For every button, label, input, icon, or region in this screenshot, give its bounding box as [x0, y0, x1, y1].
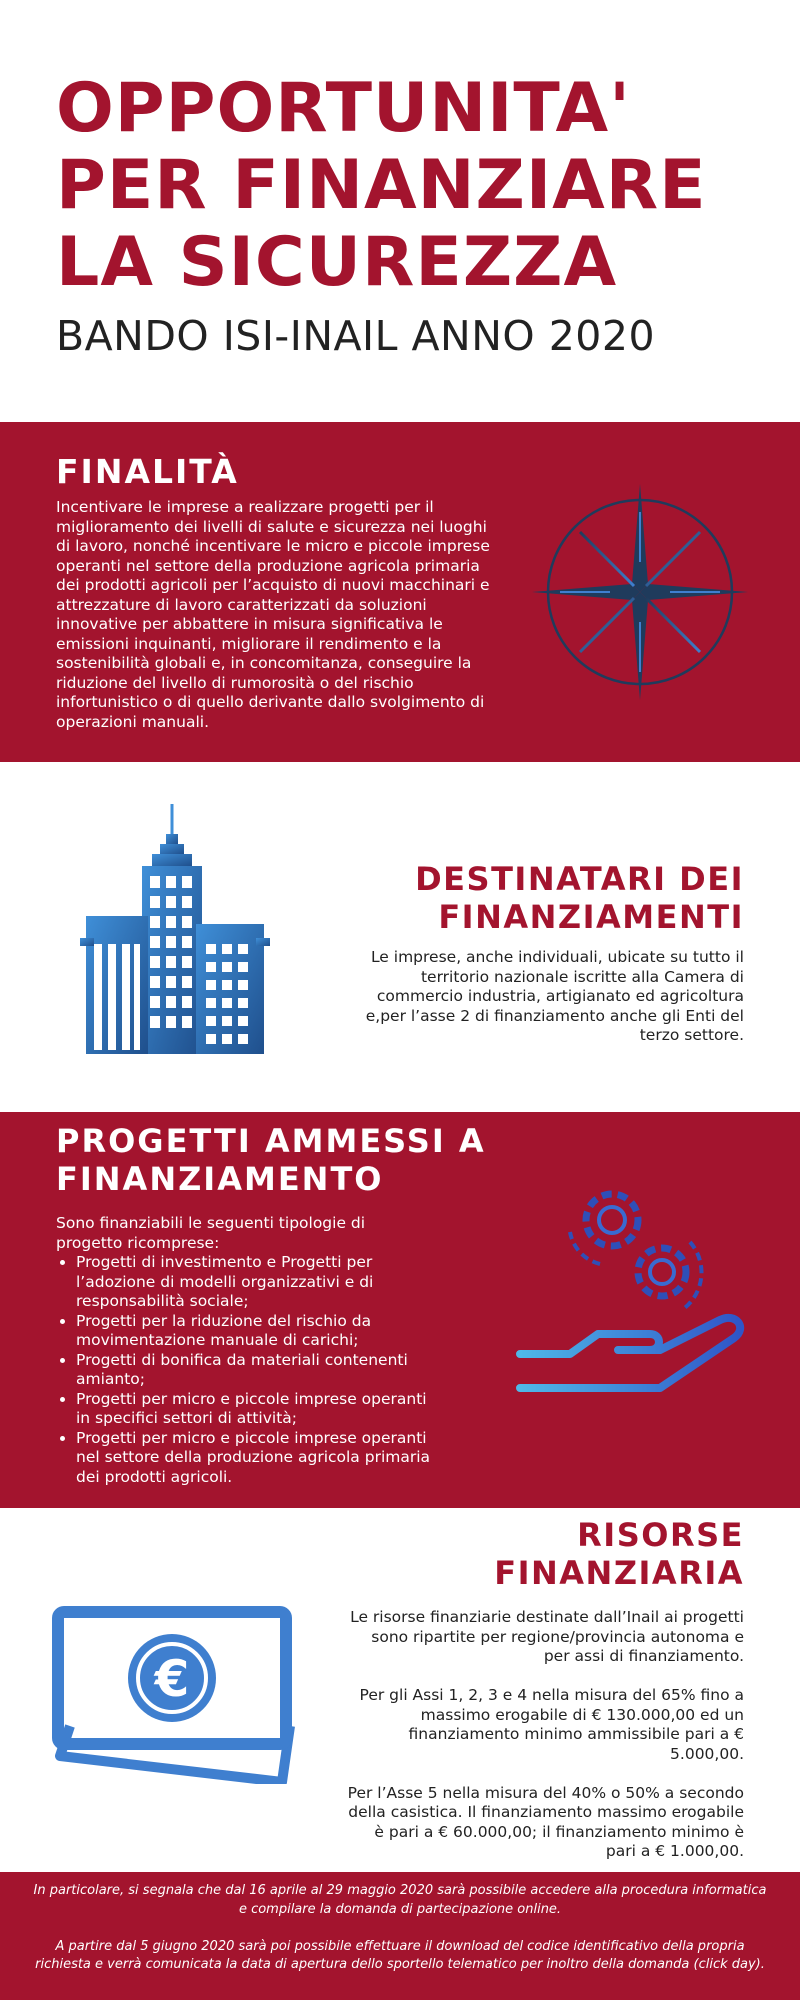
- heading-line: DESTINATARI DEI: [415, 860, 744, 898]
- risorse-text: [344, 1608, 744, 1881]
- risorse-paragraph: Per l’Asse 5 nella misura del 40% o 50% a secondo della casistica. Il finanziamento massimo erogabile è pari a € 60.000,00; il finanziamento minimo è pari a € 1.000,00.: [347, 1783, 744, 1860]
- hand-gears-icon: [510, 1182, 770, 1442]
- destinatari-heading: [324, 860, 744, 936]
- progetti-list: [76, 1253, 436, 1487]
- progetti-heading: [56, 1122, 576, 1198]
- list-item: • Progetti per micro e piccole imprese operanti in specifici settori di attività;: [76, 1390, 436, 1429]
- section-destinatari: [0, 762, 800, 1112]
- compass-icon: [530, 482, 750, 702]
- heading-line: FINANZIAMENTI: [438, 898, 744, 936]
- footer-text: [30, 1882, 770, 1993]
- list-item: • Progetti di investimento e Progetti per l’adozione di modelli organizzativi e di responsabilità sociale;: [76, 1253, 436, 1312]
- list-item: • Progetti per la riduzione del rischio da movimentazione manuale di carichi;: [76, 1312, 436, 1351]
- page-subtitle: BANDO ISI-INAIL ANNO 2020: [56, 312, 656, 360]
- progetti-text: [56, 1214, 436, 1487]
- risorse-paragraph: Per gli Assi 1, 2, 3 e 4 nella misura del 65% fino a massimo erogabile di € 130.000,00 ed un finanziamento minimo ammissibile pari a € 5.000,00.: [359, 1686, 744, 1763]
- heading-line: RISORSE: [577, 1516, 744, 1554]
- finalita-text: Incentivare le imprese a realizzare progetti per il miglioramento dei livelli di salute e sicurezza nei luoghi di lavoro, nonché incentivare le micro e piccole imprese operanti nel settore della produzione agricola primaria dei prodotti agricoli per l’acquisto di nuovi macchinari e attrezzature di lavoro caratterizzati da soluzioni innovative per abbattere in misura significativa le emissioni inquinanti, migliorare il rendimento e la sostenibilità globali e, in concomitanza, conseguire la riduzione del livello di rumorosità o del rischio infortunistico o di quello derivante dallo svolgimento di operazioni manuali.: [56, 498, 490, 731]
- section-risorse: [0, 1508, 800, 1872]
- footer-paragraph: A partire dal 5 giugno 2020 sarà poi possibile effettuare il download del codice identificativo della propria richiesta e verrà comunicata la data di apertura dello sportello telematico per inoltro della domanda (click day).: [35, 1938, 765, 1972]
- euro-symbol: €: [154, 1650, 190, 1708]
- list-item: • Progetti di bonifica da materiali contenenti amianto;: [76, 1351, 436, 1390]
- section-finalita: [0, 422, 800, 762]
- section-footer: [0, 1872, 800, 2000]
- risorse-heading: [324, 1516, 744, 1592]
- finalita-heading: FINALITÀ: [56, 452, 239, 491]
- risorse-paragraph: Le risorse finanziarie destinate dall’Inail ai progetti sono ripartite per regione/provincia autonoma e per assi di finanziamento.: [350, 1608, 744, 1665]
- list-item: • Progetti per micro e piccole imprese operanti nel settore della produzione agricola primaria dei prodotti agricoli.: [76, 1429, 436, 1488]
- page-title: [56, 70, 776, 301]
- heading-line: PROGETTI AMMESSI A: [56, 1122, 486, 1160]
- title-line: OPPORTUNITA': [56, 69, 631, 148]
- section-progetti: [0, 1112, 800, 1508]
- heading-line: FINANZIARIA: [494, 1554, 744, 1592]
- destinatari-text: Le imprese, anche individuali, ubicate su tutto il territorio nazionale iscritte alla Camera di commercio industria, artigianato ed agricoltura e,per l’asse 2 di finanziamento anche gli Enti del terzo settore.: [365, 948, 744, 1044]
- title-line: LA SICUREZZA: [56, 223, 618, 302]
- euro-banknote-icon: [52, 1606, 302, 1784]
- building-icon: [80, 804, 270, 1054]
- progetti-intro: Sono finanziabili le seguenti tipologie di progetto ricomprese:: [56, 1214, 366, 1252]
- heading-line: FINANZIAMENTO: [56, 1160, 384, 1198]
- title-line: PER FINANZIARE: [56, 146, 707, 225]
- footer-paragraph: In particolare, si segnala che dal 16 aprile al 29 maggio 2020 sarà possibile accedere alla procedura informatica e compilare la domanda di partecipazione online.: [33, 1883, 767, 1917]
- header: [0, 0, 800, 422]
